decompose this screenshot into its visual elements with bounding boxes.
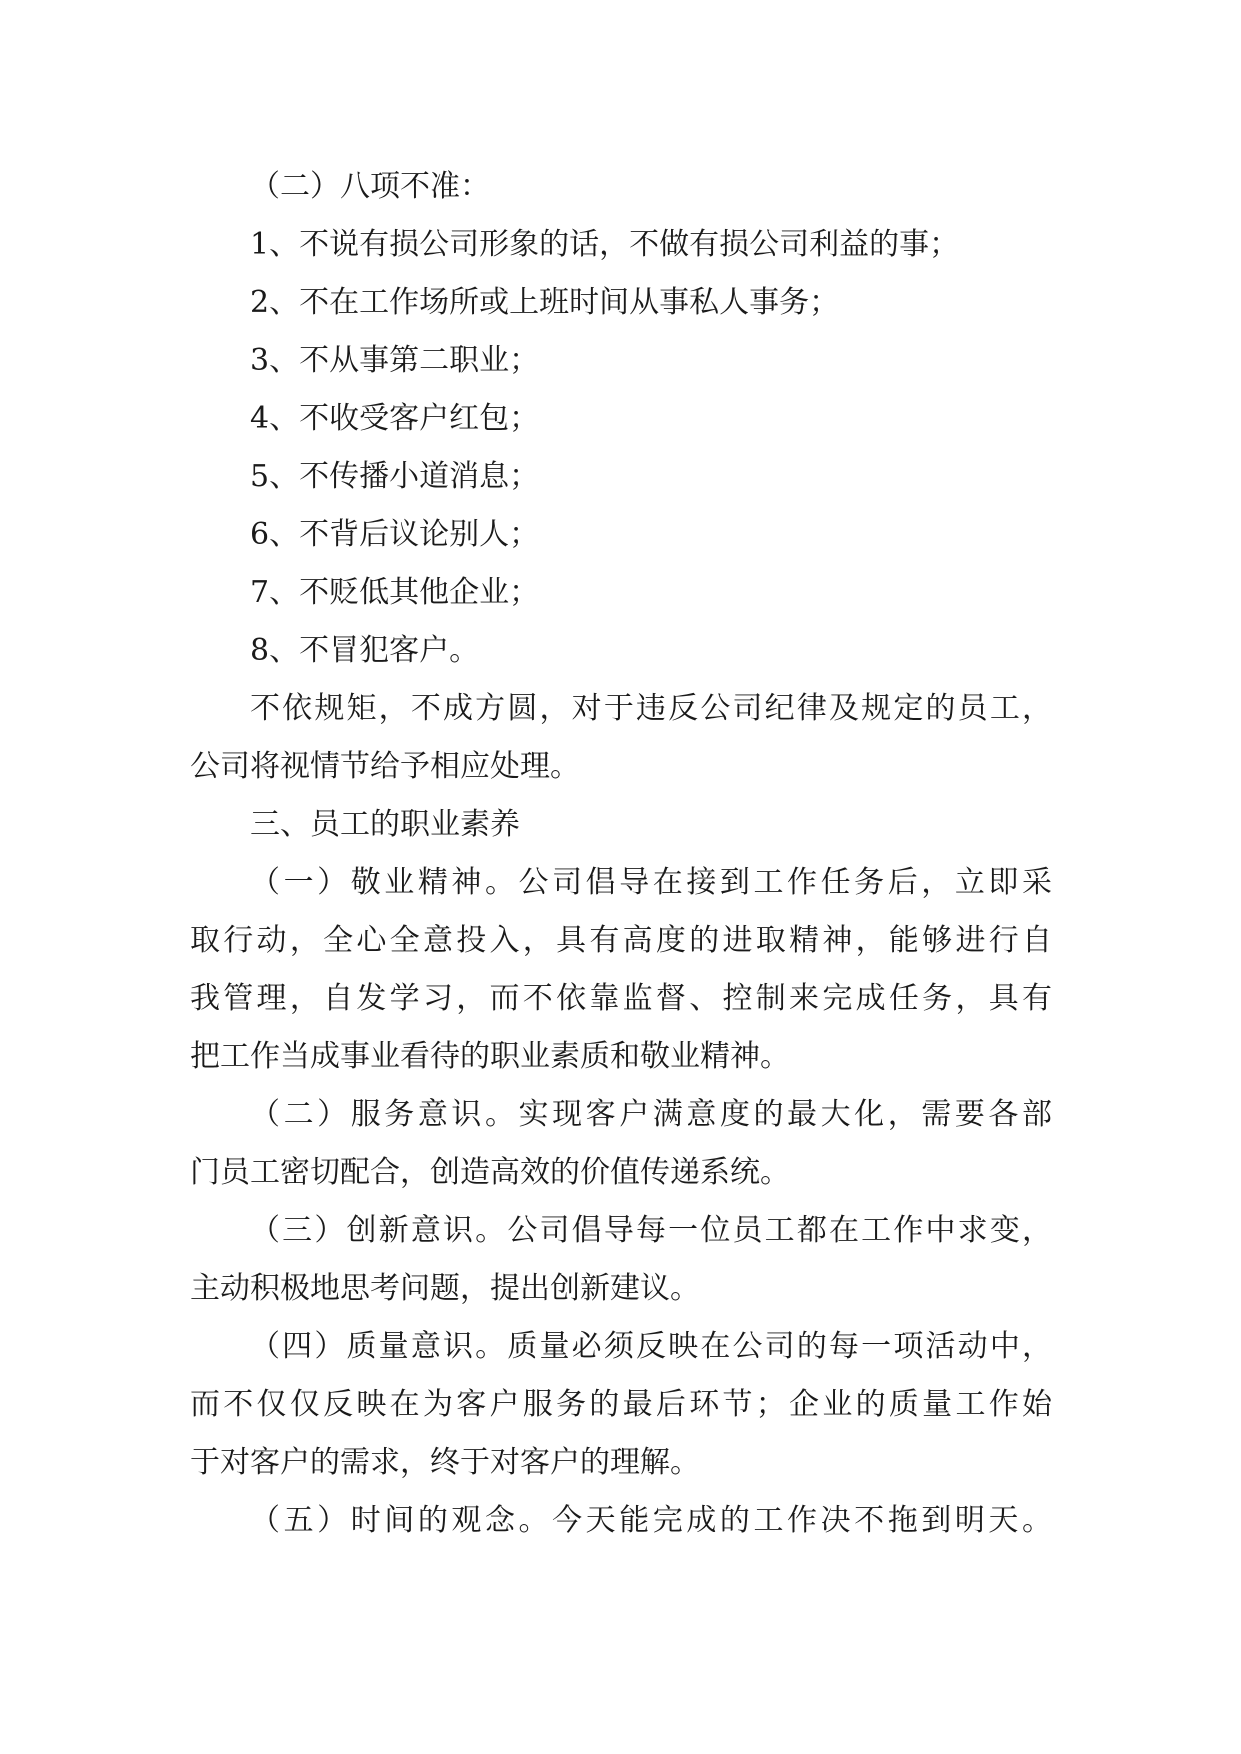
list-item: 7、不贬低其他企业；	[250, 575, 540, 610]
paragraph-line: 我管理，自发学习，而不依靠监督、控制来完成任务，具有	[190, 981, 1052, 1016]
list-item: 5、不传播小道消息；	[250, 459, 540, 494]
list-item: 1、不说有损公司形象的话，不做有损公司利益的事；	[250, 227, 960, 262]
paragraph-line: 取行动，全心全意投入，具有高度的进取精神，能够进行自	[190, 923, 1052, 958]
list-item: 4、不收受客户红包；	[250, 401, 540, 436]
paragraph-line: 于对客户的需求，终于对客户的理解。	[190, 1445, 700, 1480]
paragraph-line: （二）服务意识。实现客户满意度的最大化，需要各部	[250, 1097, 1052, 1132]
section-heading-eight-prohibitions: （二）八项不准：	[250, 169, 490, 204]
paragraph-line: 公司将视情节给予相应处理。	[190, 749, 580, 784]
paragraph-line: 不依规矩，不成方圆，对于违反公司纪律及规定的员工，	[250, 691, 1052, 726]
document-body	[190, 158, 1052, 1550]
section-heading-professional-quality: 三、员工的职业素养	[250, 807, 520, 842]
paragraph-line: （一）敬业精神。公司倡导在接到工作任务后，立即采	[250, 865, 1052, 900]
list-item: 8、不冒犯客户。	[250, 633, 480, 668]
paragraph-line: 主动积极地思考问题，提出创新建议。	[190, 1271, 700, 1306]
paragraph-line: 门员工密切配合，创造高效的价值传递系统。	[190, 1155, 790, 1190]
paragraph-line: 而不仅仅反映在为客户服务的最后环节；企业的质量工作始	[190, 1387, 1052, 1422]
paragraph-line: （三）创新意识。公司倡导每一位员工都在工作中求变，	[250, 1213, 1052, 1248]
list-item: 2、不在工作场所或上班时间从事私人事务；	[250, 285, 840, 320]
paragraph-line: 把工作当成事业看待的职业素质和敬业精神。	[190, 1039, 790, 1074]
paragraph-line: （四）质量意识。质量必须反映在公司的每一项活动中，	[250, 1329, 1052, 1364]
list-item: 6、不背后议论别人；	[250, 517, 540, 552]
paragraph-line: （五）时间的观念。今天能完成的工作决不拖到明天。	[250, 1503, 1052, 1538]
list-item: 3、不从事第二职业；	[250, 343, 540, 378]
